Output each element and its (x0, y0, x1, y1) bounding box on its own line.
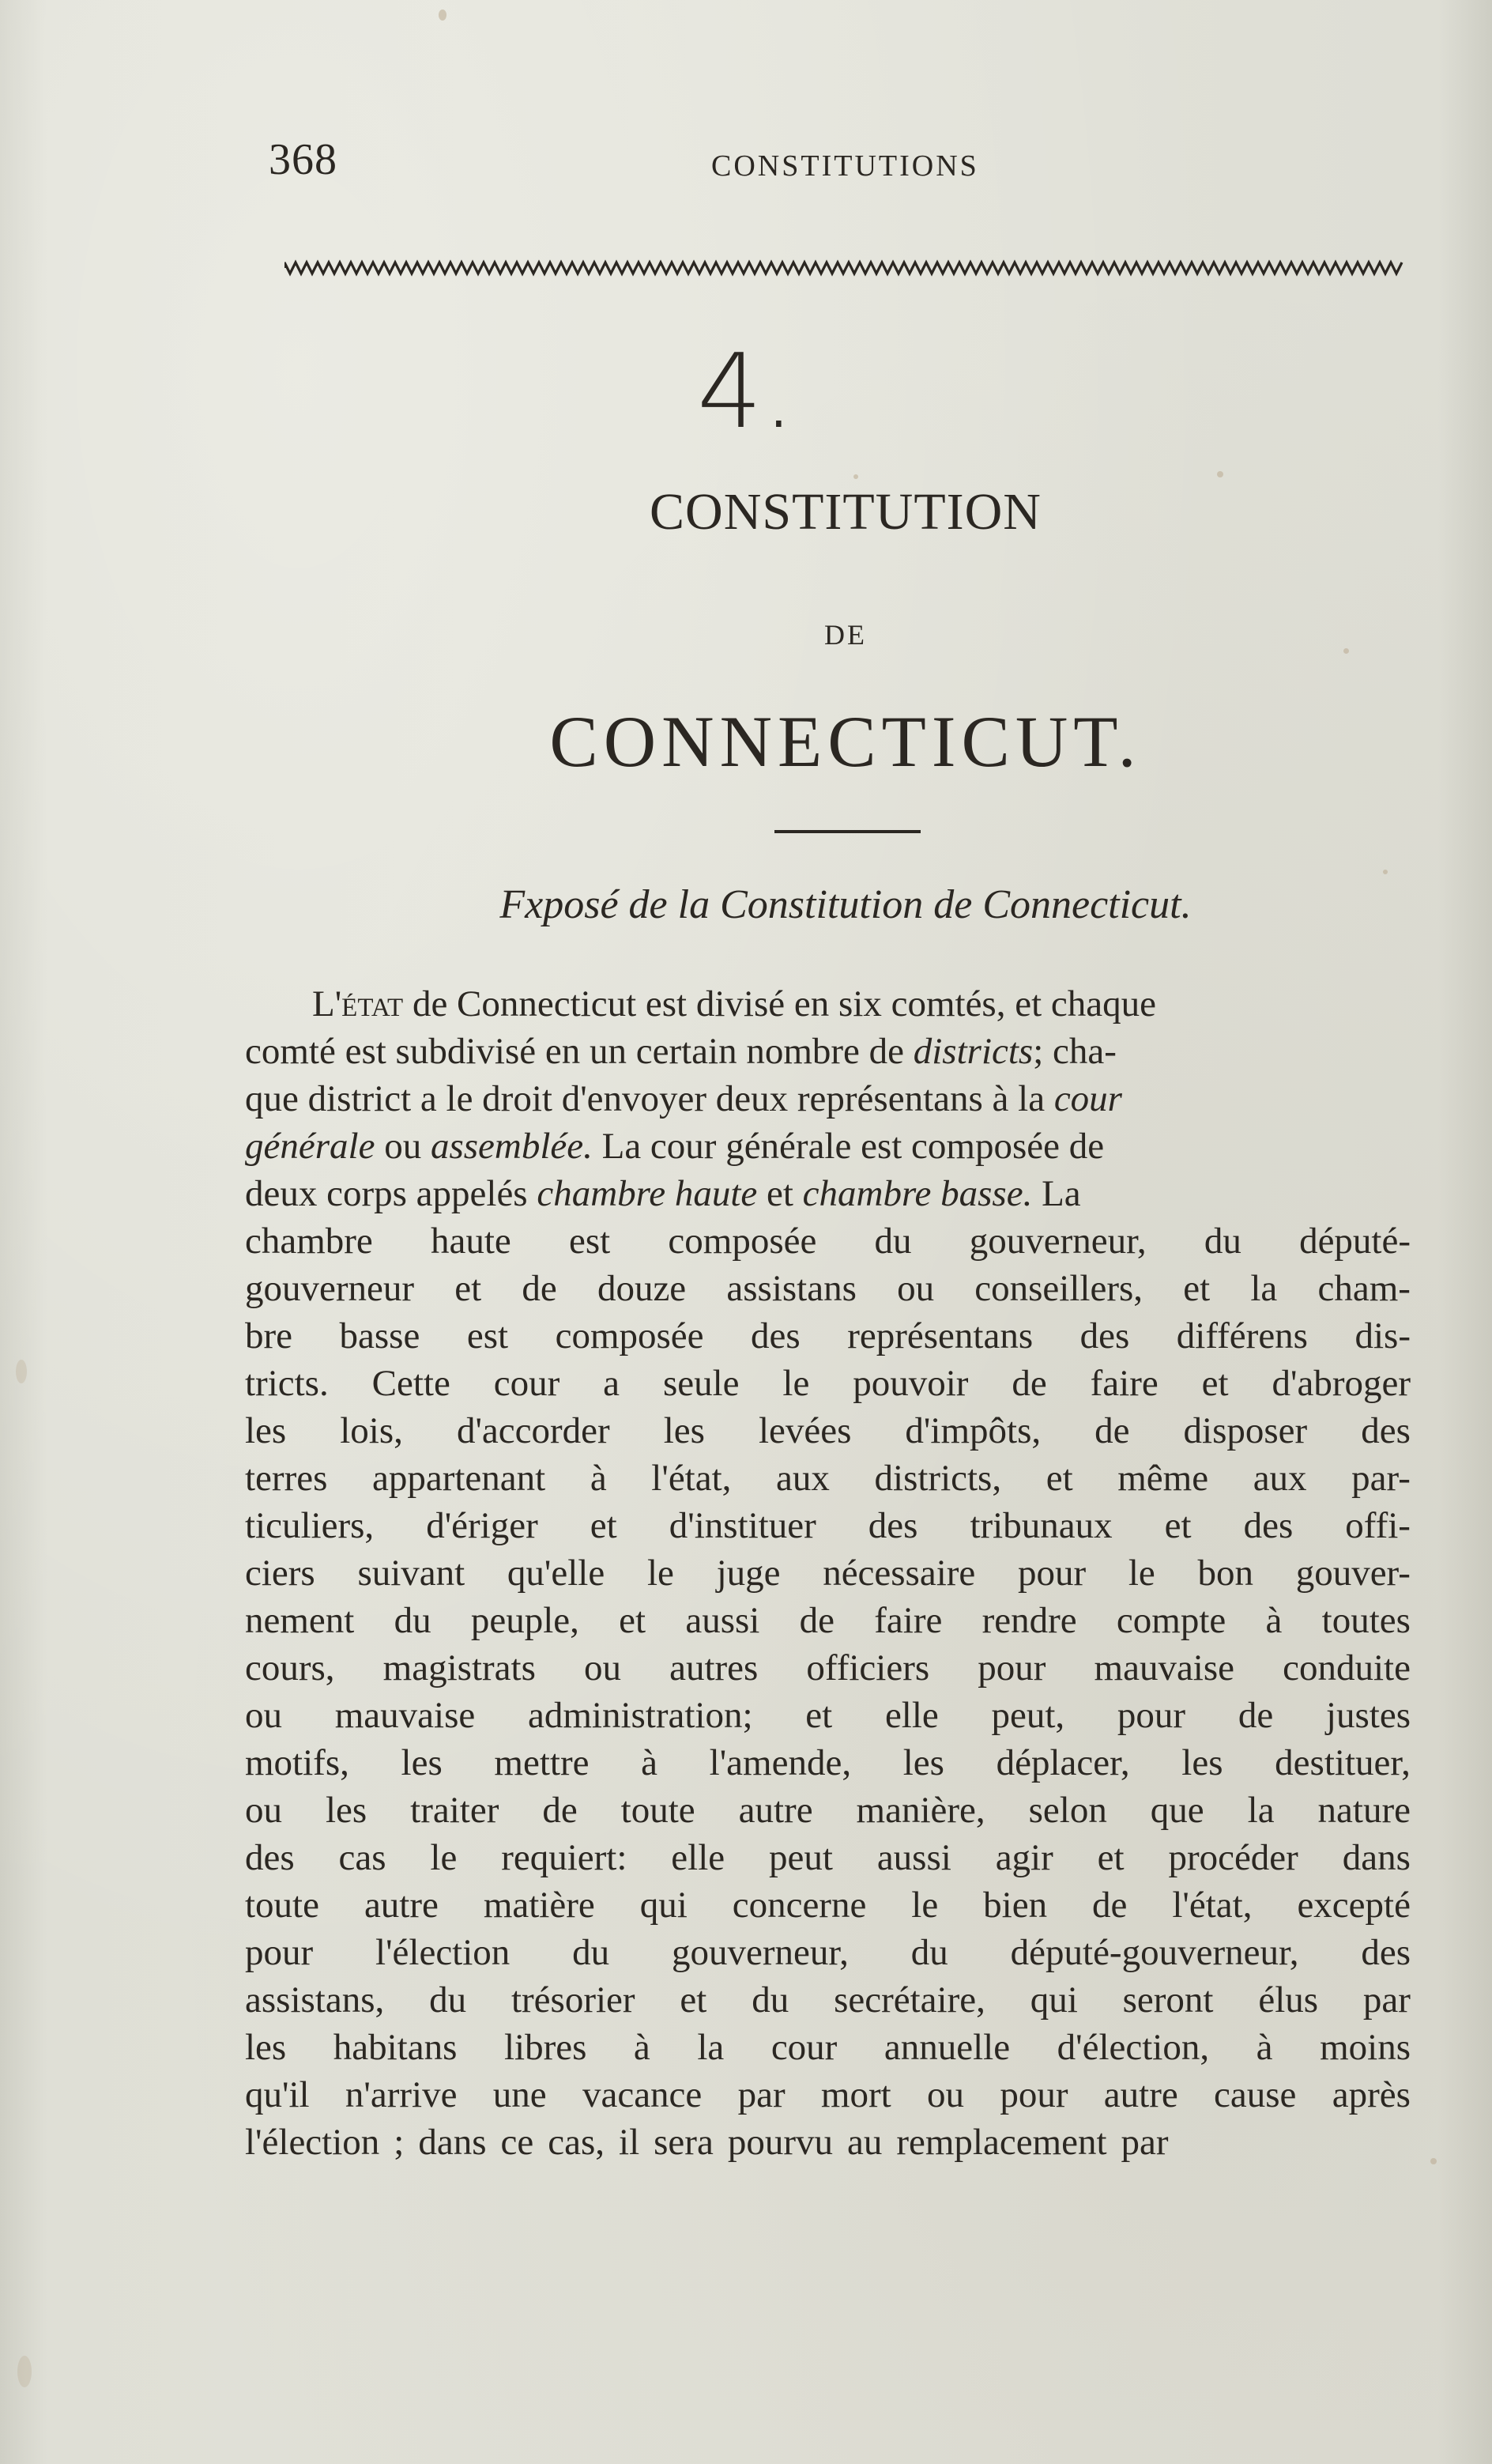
word: conduite (1283, 1647, 1411, 1689)
word: magistrats (382, 1647, 536, 1689)
title-connecticut: CONNECTICUT. (549, 701, 1142, 782)
word: après (1332, 2074, 1411, 2115)
word: composée (668, 1221, 817, 1262)
text-line (245, 1455, 1411, 1502)
paper-speck (1430, 2158, 1437, 2164)
word: à (1256, 2027, 1273, 2068)
word: ou (245, 1790, 282, 1831)
text-segment: districts (913, 1031, 1034, 1072)
text-line (245, 1692, 1411, 1739)
word: du (429, 1979, 467, 2021)
text-line (245, 1739, 1411, 1787)
text-line (245, 1929, 1411, 1976)
word: vacance (582, 2074, 703, 2115)
word: représentans (847, 1315, 1034, 1357)
word: dis- (1354, 1315, 1411, 1357)
word: du (394, 1600, 431, 1641)
word: ; (394, 2122, 405, 2163)
word: chambre (245, 1221, 373, 1262)
word: les (401, 1742, 443, 1783)
word: le (646, 1553, 674, 1594)
word: ou (927, 2074, 965, 2115)
text-line (245, 1360, 1411, 1407)
word: destituer, (1275, 1742, 1411, 1783)
section-subtitle: Fxposé de la Constitution de Connecticut. (499, 882, 1192, 927)
word: tribunaux (970, 1505, 1113, 1546)
word: bre (245, 1315, 293, 1357)
word: seront (1122, 1979, 1214, 2021)
text-line (245, 1502, 1411, 1549)
word: le (782, 1363, 810, 1404)
word: pour (245, 1932, 314, 1973)
word: d'accorder (456, 1410, 610, 1451)
paper-speck (17, 2356, 32, 2387)
word: remplacement (896, 2122, 1107, 2163)
running-head: CONSTITUTIONS (711, 149, 979, 183)
word: des (1079, 1315, 1130, 1357)
word: procéder (1168, 1837, 1298, 1878)
word: suivant (357, 1553, 465, 1594)
word: aussi (685, 1600, 760, 1641)
word: des (1361, 1410, 1411, 1451)
word: que (1150, 1790, 1204, 1831)
word: les (245, 2027, 287, 2068)
paper-speck (853, 474, 858, 479)
word: sera (654, 2122, 714, 2163)
word: n'arrive (345, 2074, 458, 2115)
word: de (522, 1268, 557, 1309)
word: faire (874, 1600, 943, 1641)
word: compte (1116, 1600, 1226, 1641)
word: gouverneur, (672, 1932, 849, 1973)
word: les (325, 1790, 367, 1831)
word: mort (820, 2074, 891, 2115)
word: officiers (806, 1647, 930, 1689)
word: des (868, 1505, 918, 1546)
word: pour (1018, 1553, 1087, 1594)
word: haute (431, 1221, 511, 1262)
word: mauvaise (1094, 1647, 1235, 1689)
text-line (245, 1312, 1411, 1360)
word: districts, (874, 1458, 1002, 1499)
text-segment: chambre basse. (802, 1173, 1033, 1214)
word: les (663, 1410, 705, 1451)
word: ou (583, 1647, 621, 1689)
word: de (542, 1790, 578, 1831)
word: selon (1028, 1790, 1107, 1831)
word: assistans (726, 1268, 857, 1309)
word: et (805, 1695, 833, 1736)
word: douze (597, 1268, 687, 1309)
text-line (245, 2071, 1411, 2119)
word: autre (1103, 2074, 1178, 2115)
word: libres (503, 2027, 587, 2068)
word: peuple, (470, 1600, 579, 1641)
section-number: 4. (696, 331, 796, 451)
word: autre (738, 1790, 813, 1831)
word: a (603, 1363, 620, 1404)
title-constitution: CONSTITUTION (650, 483, 1042, 541)
word: et (619, 1600, 646, 1641)
word: pour (1117, 1695, 1186, 1736)
word: le (911, 1885, 939, 1926)
word: levées (758, 1410, 852, 1451)
word: gouverneur (245, 1268, 415, 1309)
word: d'abroger (1272, 1363, 1411, 1404)
word: requiert: (501, 1837, 627, 1878)
word: excepté (1297, 1885, 1411, 1926)
word: mauvaise (334, 1695, 476, 1736)
word: pour (1000, 2074, 1068, 2115)
word: il (619, 2122, 640, 2163)
word: ou (245, 1695, 282, 1736)
word: toute (245, 1885, 319, 1926)
word: disposer (1183, 1410, 1308, 1451)
word: à (590, 1458, 607, 1499)
word: aux (1253, 1458, 1307, 1499)
word: nécessaire (823, 1553, 976, 1594)
word: ce (500, 2122, 534, 2163)
word: trésorier (511, 1979, 635, 2021)
word: justes (1325, 1695, 1411, 1736)
word: député-gouverneur, (1010, 1932, 1299, 1973)
word: composée (555, 1315, 704, 1357)
word: dans (1342, 1837, 1411, 1878)
word: du (572, 1932, 610, 1973)
word: et (1164, 1505, 1192, 1546)
word: est (568, 1221, 611, 1262)
word: cas, (548, 2122, 605, 2163)
word: autres (669, 1647, 759, 1689)
word: appartenant (371, 1458, 546, 1499)
drop-word: L'état (312, 983, 404, 1024)
word: les (245, 1410, 287, 1451)
text-segment: comté est subdivisé en un certain nombre de (245, 1031, 914, 1072)
word: secrétaire, (834, 1979, 985, 2021)
text-segment: générale (245, 1126, 375, 1167)
word: elle (884, 1695, 939, 1736)
word: pouvoir (853, 1363, 969, 1404)
word: conseillers, (974, 1268, 1143, 1309)
word: député- (1299, 1221, 1411, 1262)
text-segment: deux corps appelés (245, 1173, 537, 1214)
text-line (245, 1028, 1411, 1075)
page-number: 368 (269, 135, 337, 184)
word: seule (662, 1363, 740, 1404)
word: à (633, 2027, 650, 2068)
page-header (269, 134, 1407, 198)
word: toute (620, 1790, 695, 1831)
word: les (902, 1742, 944, 1783)
word: et (454, 1268, 482, 1309)
word: bon (1197, 1553, 1253, 1594)
text-segment: et (757, 1173, 803, 1214)
word: le (430, 1837, 458, 1878)
word: de (1092, 1885, 1128, 1926)
word: d'ériger (426, 1505, 538, 1546)
word: cours, (245, 1647, 335, 1689)
word: à (1265, 1600, 1283, 1641)
word: et (680, 1979, 707, 2021)
text-line (245, 980, 1411, 1028)
word: élus (1258, 1979, 1319, 2021)
text-line (245, 1644, 1411, 1692)
word: et (590, 1505, 617, 1546)
word: des (1243, 1505, 1294, 1546)
word: terres (245, 1458, 328, 1499)
text-line (245, 2024, 1411, 2071)
word: l'élection (375, 1932, 511, 1973)
word: à (641, 1742, 657, 1783)
word: de (1238, 1695, 1274, 1736)
text-segment: cour (1053, 1078, 1122, 1119)
word: d'élection, (1057, 2027, 1210, 2068)
word: dans (418, 2122, 487, 2163)
word: les (1181, 1742, 1223, 1783)
text-line (245, 1265, 1411, 1312)
word: et (1046, 1458, 1073, 1499)
word: aussi (876, 1837, 951, 1878)
word: autre (364, 1885, 439, 1926)
text-line (245, 2119, 1411, 2166)
word: par (737, 2074, 786, 2115)
text-segment: chambre haute (537, 1173, 758, 1214)
word: du (874, 1221, 912, 1262)
word: moins (1320, 2027, 1411, 2068)
word: elle (671, 1837, 725, 1878)
word: juge (716, 1553, 781, 1594)
word: la (1247, 1790, 1275, 1831)
word: cham- (1317, 1268, 1411, 1309)
text-line (245, 1217, 1411, 1265)
word: de (1095, 1410, 1130, 1451)
text-line (245, 1881, 1411, 1929)
text-segment: de Connecticut est divisé en six comtés, et chaque (403, 983, 1156, 1024)
word: Cette (371, 1363, 450, 1404)
word: cause (1214, 2074, 1297, 2115)
word: basse (339, 1315, 420, 1357)
word: qu'il (245, 2074, 310, 2115)
word: gouverneur, (969, 1221, 1147, 1262)
word: et (1097, 1837, 1125, 1878)
word: faire (1090, 1363, 1159, 1404)
word: des (751, 1315, 801, 1357)
word: différens (1176, 1315, 1308, 1357)
word: annuelle (884, 2027, 1011, 2068)
text-line (245, 1170, 1411, 1217)
text-segment: assemblée. (430, 1126, 593, 1167)
word: et (1183, 1268, 1211, 1309)
word: ciers (245, 1553, 315, 1594)
word: l'état, (1172, 1885, 1253, 1926)
word: aux (776, 1458, 830, 1499)
word: ou (897, 1268, 935, 1309)
word: qu'elle (507, 1553, 605, 1594)
word: par (1362, 1979, 1411, 2021)
text-line (245, 1407, 1411, 1455)
word: toutes (1321, 1600, 1411, 1641)
word: offi- (1345, 1505, 1411, 1546)
word: agir (995, 1837, 1053, 1878)
word: la (1250, 1268, 1278, 1309)
text-line (245, 1075, 1411, 1123)
word: de (1012, 1363, 1047, 1404)
word: assistans, (245, 1979, 385, 2021)
word: par (1121, 2122, 1169, 2163)
word: nature (1317, 1790, 1411, 1831)
word: pourvu (727, 2122, 833, 2163)
paper-speck (16, 1360, 27, 1383)
word: manière, (856, 1790, 985, 1831)
paper-speck (1217, 471, 1223, 477)
word: cour (770, 2027, 838, 2068)
word: est (466, 1315, 509, 1357)
word: cas (338, 1837, 386, 1878)
word: peut (769, 1837, 833, 1878)
word: même (1117, 1458, 1209, 1499)
word: lois, (340, 1410, 403, 1451)
text-segment: La cour générale est composée de (592, 1126, 1105, 1167)
wavy-rule-ornament (284, 259, 1407, 277)
word: nement (245, 1600, 355, 1641)
word: une (492, 2074, 547, 2115)
title-rule (774, 830, 921, 833)
body-text (245, 980, 1411, 2182)
word: l'amende, (709, 1742, 852, 1783)
text-line (245, 1597, 1411, 1644)
paper-speck (1383, 870, 1388, 874)
word: bien (983, 1885, 1048, 1926)
word: du (1204, 1221, 1241, 1262)
text-segment: La (1032, 1173, 1081, 1214)
word: du (910, 1932, 948, 1973)
word: des (245, 1837, 295, 1878)
word: motifs, (245, 1742, 349, 1783)
word: au (846, 2122, 883, 2163)
text-line (245, 1787, 1411, 1834)
text-line (245, 1834, 1411, 1881)
word: d'impôts, (905, 1410, 1042, 1451)
word: le (1128, 1553, 1155, 1594)
paper-speck (439, 9, 446, 21)
word: qui (1030, 1979, 1078, 2021)
word: par- (1351, 1458, 1411, 1499)
text-segment: ou (375, 1126, 431, 1167)
word: ticuliers, (245, 1505, 375, 1546)
wavy-rule-graphic (284, 259, 1407, 277)
word: administration; (527, 1695, 753, 1736)
title-de: DE (824, 619, 867, 651)
word: qui (639, 1885, 688, 1926)
text-segment: ; cha- (1033, 1031, 1117, 1072)
word: gouver- (1295, 1553, 1411, 1594)
text-line (245, 1976, 1411, 2024)
word: l'état, (651, 1458, 732, 1499)
word: cour (493, 1363, 560, 1404)
word: la (697, 2027, 725, 2068)
text-segment: que district a le droit d'envoyer deux représentans à la (245, 1078, 1054, 1119)
word: déplacer, (996, 1742, 1130, 1783)
word: rendre (981, 1600, 1077, 1641)
word: habitans (333, 2027, 458, 2068)
word: pour (978, 1647, 1046, 1689)
word: et (1201, 1363, 1229, 1404)
text-line (245, 1123, 1411, 1170)
word: concerne (732, 1885, 867, 1926)
word: l'élection (245, 2122, 380, 2163)
word: traiter (410, 1790, 499, 1831)
word: de (799, 1600, 835, 1641)
word: des (1361, 1932, 1411, 1973)
word: tricts. (245, 1363, 329, 1404)
text-line (245, 1549, 1411, 1597)
word: d'instituer (669, 1505, 816, 1546)
word: du (752, 1979, 789, 2021)
word: peut, (991, 1695, 1065, 1736)
word: mettre (494, 1742, 590, 1783)
word: matière (483, 1885, 595, 1926)
